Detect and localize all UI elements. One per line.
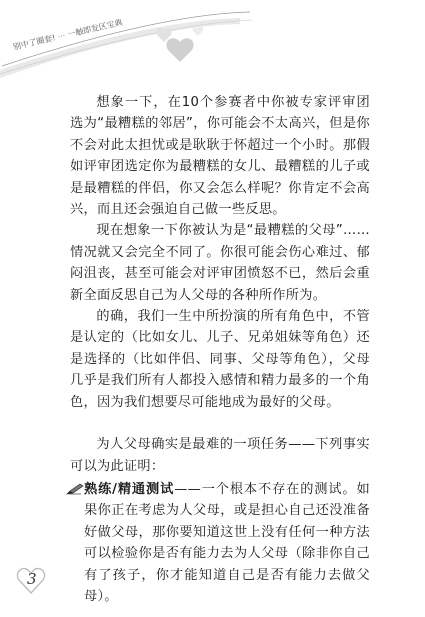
item-text: ——一个根本不存在的测试。如果你正在考虑为人父母，或是担心自己还没准备好做父母，那你要知道这世上没有任何一种方法可以检验你是否有能力去为人父母（除非你自己有了孩子，你才能知道自己是否有能力去做父母）。 bbox=[84, 481, 370, 604]
header-separator: ··· bbox=[56, 30, 69, 42]
pencil-icon bbox=[66, 483, 84, 495]
heart-icon bbox=[166, 38, 193, 62]
page-number: 3 bbox=[27, 570, 37, 588]
page-body bbox=[70, 92, 370, 607]
header-right-label: 一触即发区宝典 bbox=[66, 17, 124, 40]
heart-icon bbox=[193, 27, 204, 36]
paragraph: 的确，我们一生中所扮演的所有角色中，不管是认定的（比如女儿、儿子、兄弟姐妹等角色）还是选择的（比如伴侣、同事、父母等角色），父母几乎是我们所有人都投入感情和精力最多的一个角色，因为我们想要尽可能地成为最好的父母。 bbox=[70, 309, 370, 410]
paragraph: 想象一下，在10个参赛者中你被专家评审团选为“最糟糕的邻居”，你可能会不太高兴，但是你不会对此太担忧或是耿耿于怀超过一个小时。那假如评审团选定你为最糟糕的女儿、最糟糕的儿子或是最糟糕的伴侣，你又会怎么样呢？你肯定不会高兴，而且还会强迫自己做一些反思。 bbox=[70, 95, 370, 218]
list-item bbox=[70, 479, 370, 607]
header-left-label: 别中了圈套! bbox=[12, 33, 57, 52]
paragraph: 现在想象一下你被认为是“最糟糕的父母”……情况就又会完全不同了。你很可能会伤心难过、郁闷沮丧，甚至可能会对评审团愤怒不已，然后会重新全面反思自己为人父母的各种所作所为。 bbox=[70, 223, 370, 303]
item-term: 熟练/精通测试 bbox=[84, 481, 175, 497]
paragraph: 为人父母确实是最难的一项任务——下列事实可以为此证明： bbox=[70, 437, 370, 474]
page-header bbox=[0, 0, 425, 80]
page-number-badge bbox=[16, 566, 46, 596]
